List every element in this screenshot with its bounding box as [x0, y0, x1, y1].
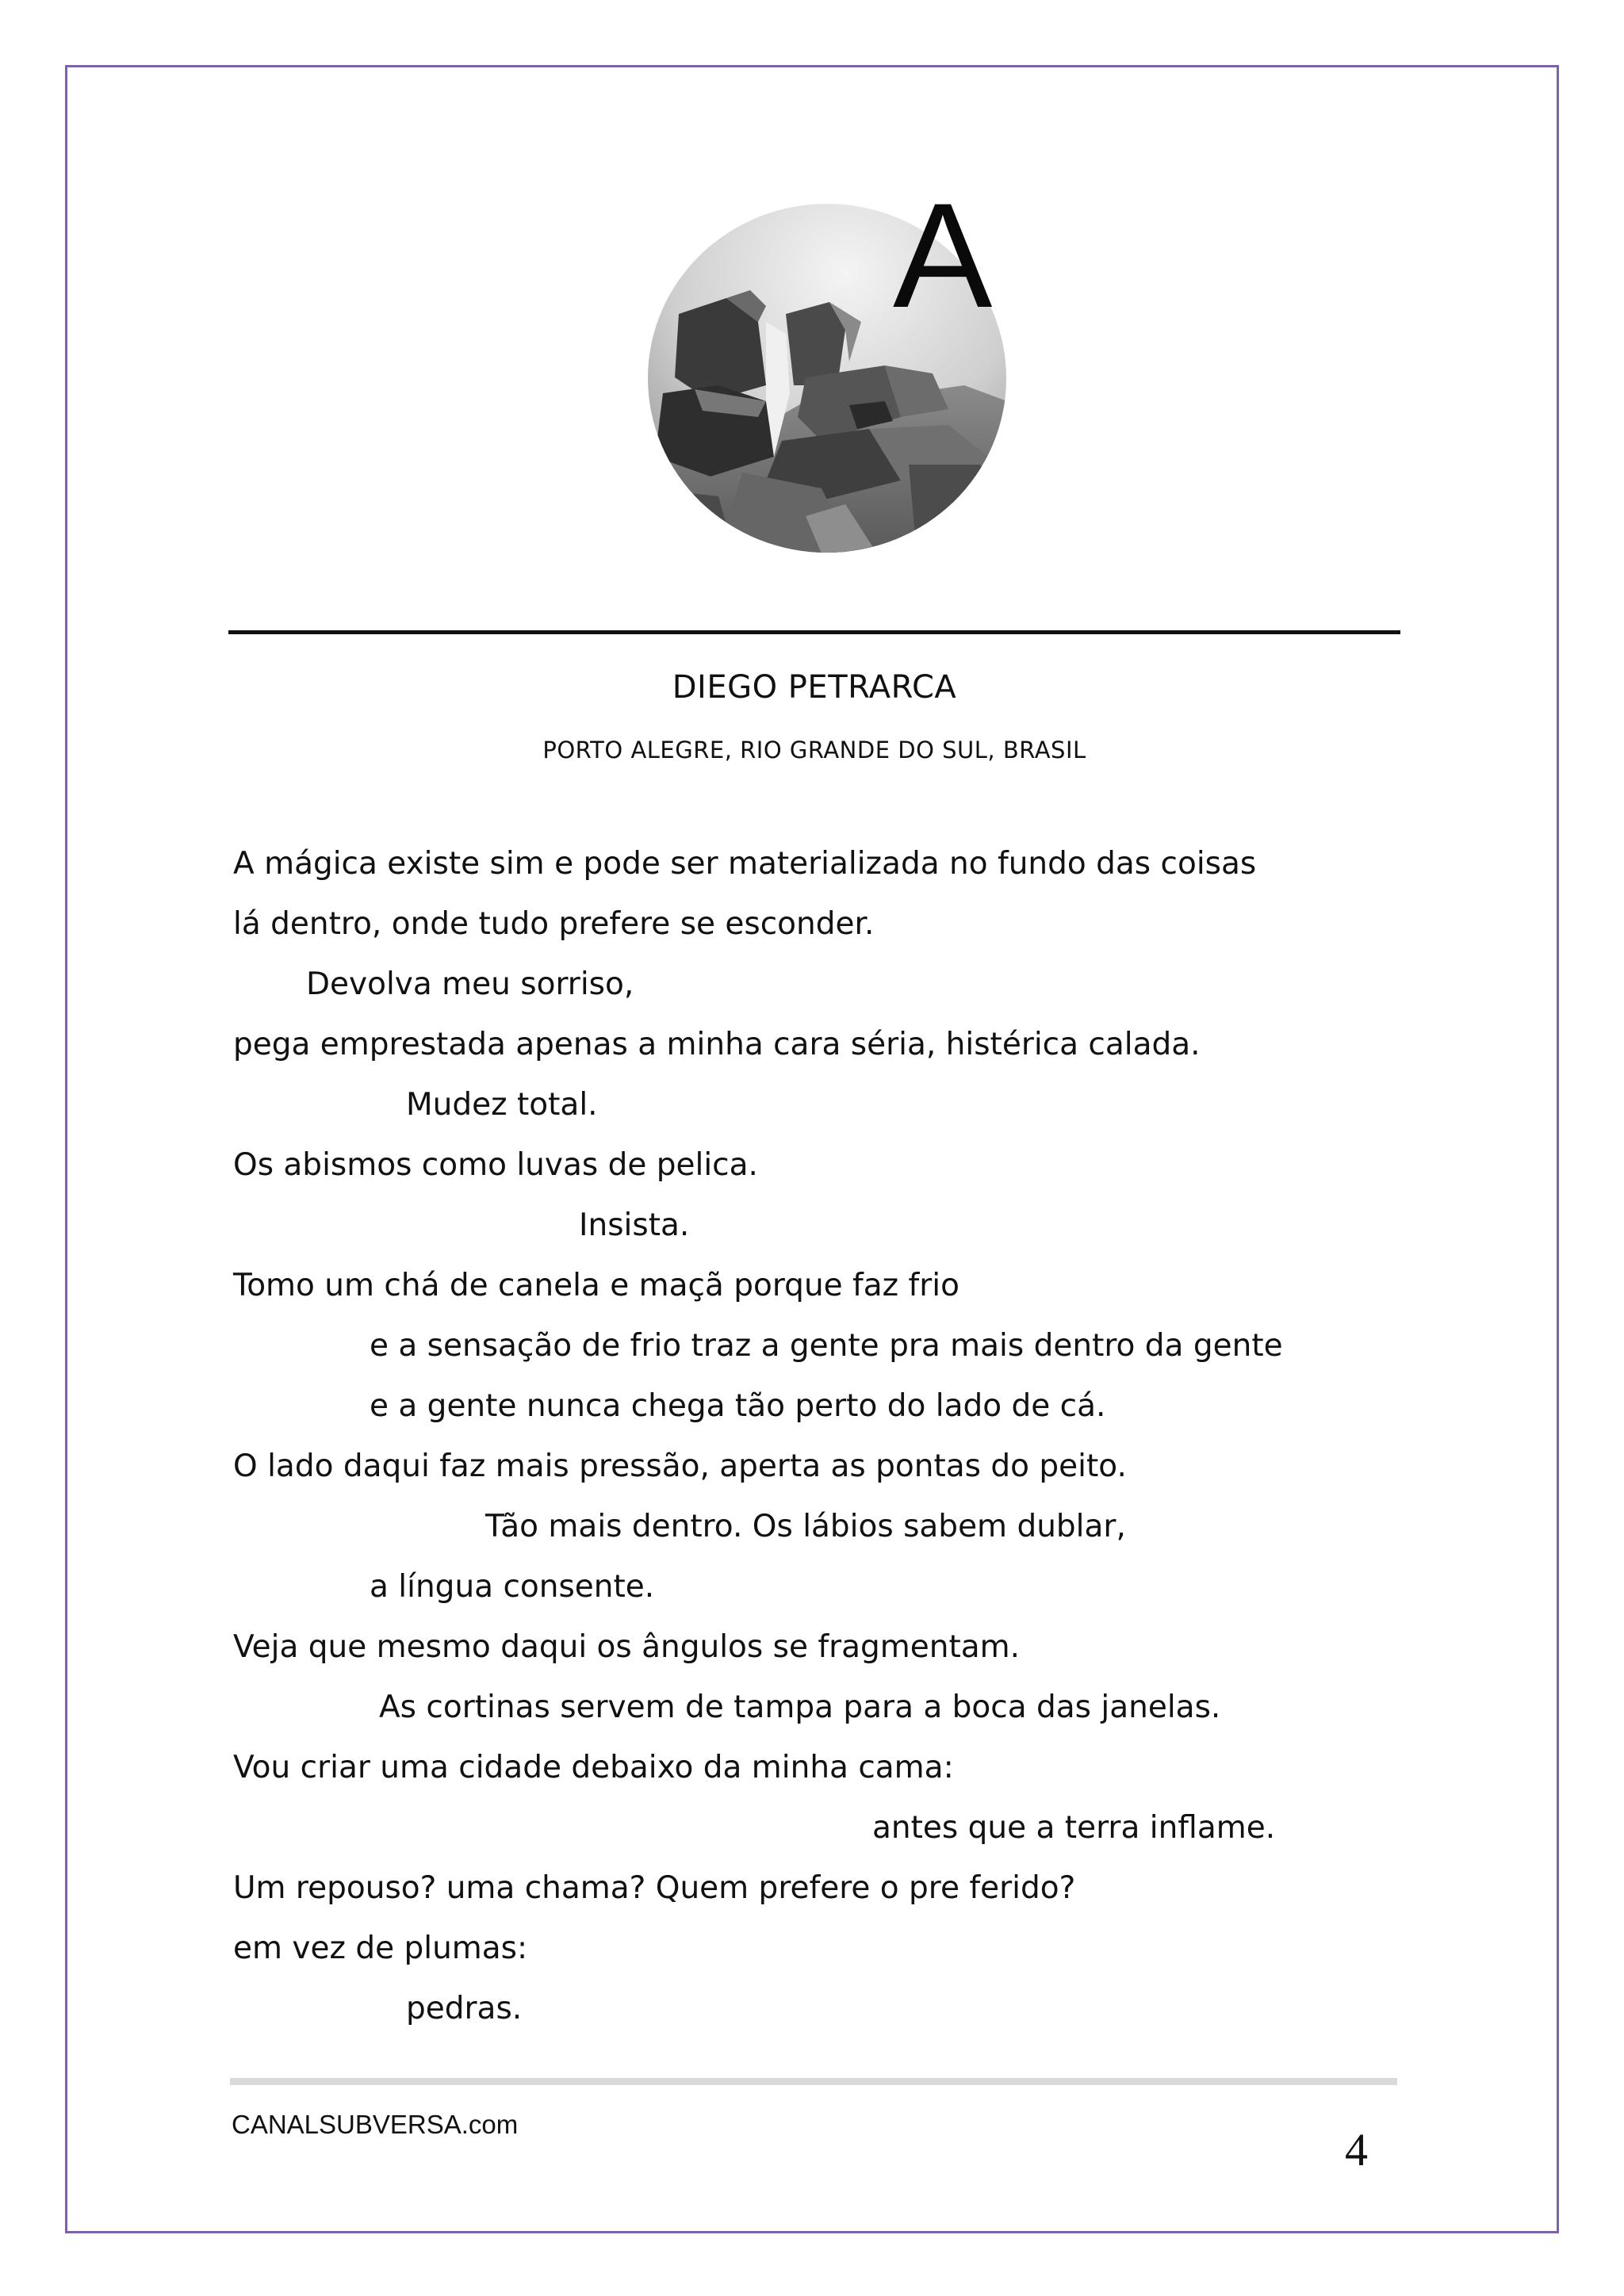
author-location: PORTO ALEGRE, RIO GRANDE DO SUL, BRASIL [542, 737, 1086, 763]
poem-line: Os abismos como luvas de pelica. [233, 1147, 758, 1183]
poem-line: Tão mais dentro. Os lábios sabem dublar, [485, 1509, 1126, 1544]
poem-line: antes que a terra inflame. [872, 1810, 1276, 1846]
poem-line: pega emprestada apenas a minha cara séria, histérica calada. [233, 1027, 1201, 1062]
poem-line: Insista. [579, 1207, 690, 1243]
poem-line: Devolva meu sorriso, [306, 966, 634, 1002]
poem-line: Veja que mesmo daqui os ângulos se fragmentam. [233, 1629, 1021, 1665]
poem-line: pedras. [406, 1991, 523, 2026]
drop-initial: A [893, 172, 993, 339]
poem-line: Vou criar uma cidade debaixo da minha cama: [233, 1750, 954, 1785]
page-number: 4 [1345, 2124, 1368, 2175]
poem-line: e a gente nunca chega tão perto do lado de cá. [370, 1388, 1106, 1424]
poem-line: e a sensação de frio traz a gente pra mais dentro da gente [370, 1328, 1283, 1364]
poem-body [233, 840, 1407, 2045]
poem-line: lá dentro, onde tudo prefere se esconder. [233, 906, 875, 942]
poem-line: A mágica existe sim e pode ser materializada no fundo das coisas [233, 846, 1257, 882]
poem-line: Tomo um chá de canela e maçã porque faz frio [233, 1268, 960, 1303]
top-divider [228, 630, 1400, 634]
poem-line: Mudez total. [406, 1087, 598, 1123]
author-name: DIEGO PETRARCA [672, 669, 957, 706]
footer-site: CANALSUBVERSA.com [232, 2110, 519, 2139]
poem-line: O lado daqui faz mais pressão, aperta as pontas do peito. [233, 1448, 1127, 1484]
poem-line: em vez de plumas: [233, 1931, 528, 1966]
poem-line: a língua consente. [370, 1569, 655, 1605]
poem-line: Um repouso? uma chama? Quem prefere o pre ferido? [233, 1870, 1076, 1906]
poem-line: As cortinas servem de tampa para a boca das janelas. [379, 1689, 1221, 1725]
bottom-divider [230, 2078, 1397, 2085]
